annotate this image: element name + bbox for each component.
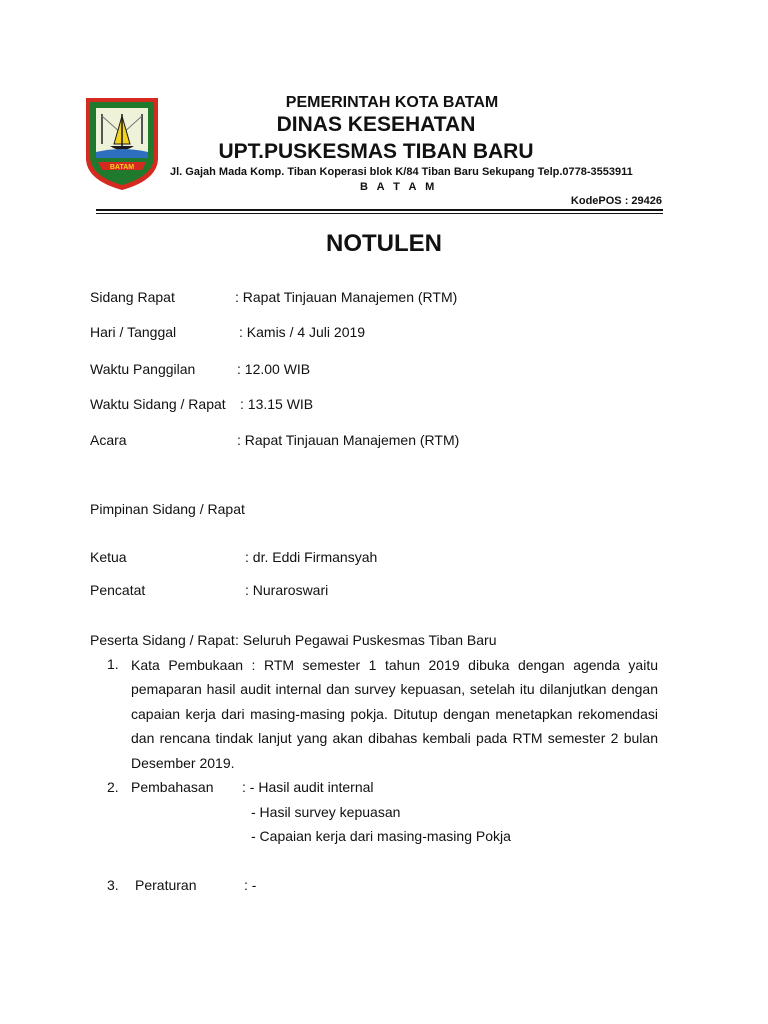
acara-value: : Rapat Tinjauan Manajemen (RTM) <box>237 432 460 448</box>
ketua-value: : dr. Eddi Firmansyah <box>245 549 378 565</box>
item-1-number: 1. <box>107 656 119 672</box>
pencatat-value: : Nuraroswari <box>245 582 329 598</box>
peserta-value: : Seluruh Pegawai Puskesmas Tiban Baru <box>235 632 497 648</box>
header-government: PEMERINTAH KOTA BATAM <box>285 94 499 111</box>
sidang-value: : Rapat Tinjauan Manajemen (RTM) <box>235 289 458 305</box>
panggilan-value: : 12.00 WIB <box>237 361 311 377</box>
item-2-point-3: - Capaian kerja dari masing-masing Pokja <box>251 828 511 844</box>
hari-value: : Kamis / 4 Juli 2019 <box>239 324 366 340</box>
item-1-paragraph: Kata Pembukaan : RTM semester 1 tahun 2019 dibuka dengan agenda yaitu pemaparan hasil audit internal dan survey kepuasan, setelah itu dilanjutkan dengan capaian kerja dari masing-masing pokja. Ditutup dengan menetapkan rekomendasi dan rencana tindak lanjut yang akan dibahas kembali pada RTM semester 2 bulan Desember 2019. <box>131 657 658 771</box>
waktu-sidang-value: : 13.15 WIB <box>240 396 314 412</box>
panggilan-label: Waktu Panggilan <box>90 361 196 377</box>
item-2-point-1: : - Hasil audit internal <box>242 779 374 795</box>
hari-label: Hari / Tanggal <box>90 324 177 340</box>
item-2-point-2: - Hasil survey kepuasan <box>251 804 401 820</box>
ketua-label: Ketua <box>90 549 127 565</box>
item-3-label: Peraturan <box>135 877 197 893</box>
header-postal-code: KodePOS : 29426 <box>570 195 662 207</box>
item-3-value: : - <box>244 877 257 893</box>
logo-caption: BATAM <box>109 164 135 171</box>
pencatat-label: Pencatat <box>90 582 146 598</box>
header-address: Jl. Gajah Mada Komp. Tiban Koperasi blok K/84 Tiban Baru Sekupang Telp.0778-3553911 <box>170 166 633 178</box>
document-title: NOTULEN <box>326 230 442 257</box>
header-institution: UPT.PUSKESMAS TIBAN BARU <box>218 140 534 163</box>
item-2-label: Pembahasan <box>131 779 214 795</box>
header-divider-thin <box>96 213 663 214</box>
header-divider-thick <box>96 209 663 211</box>
acara-label: Acara <box>90 432 127 448</box>
item-2-number: 2. <box>107 779 119 795</box>
sidang-label: Sidang Rapat <box>90 289 175 305</box>
item-3-number: 3. <box>107 877 119 893</box>
header-city: B A T A M <box>360 181 438 193</box>
peserta-label: Peserta Sidang / Rapat <box>90 632 235 648</box>
pimpinan-heading: Pimpinan Sidang / Rapat <box>90 501 245 517</box>
header-department: DINAS KESEHATAN <box>276 113 476 136</box>
waktu-sidang-label: Waktu Sidang / Rapat <box>90 396 226 412</box>
